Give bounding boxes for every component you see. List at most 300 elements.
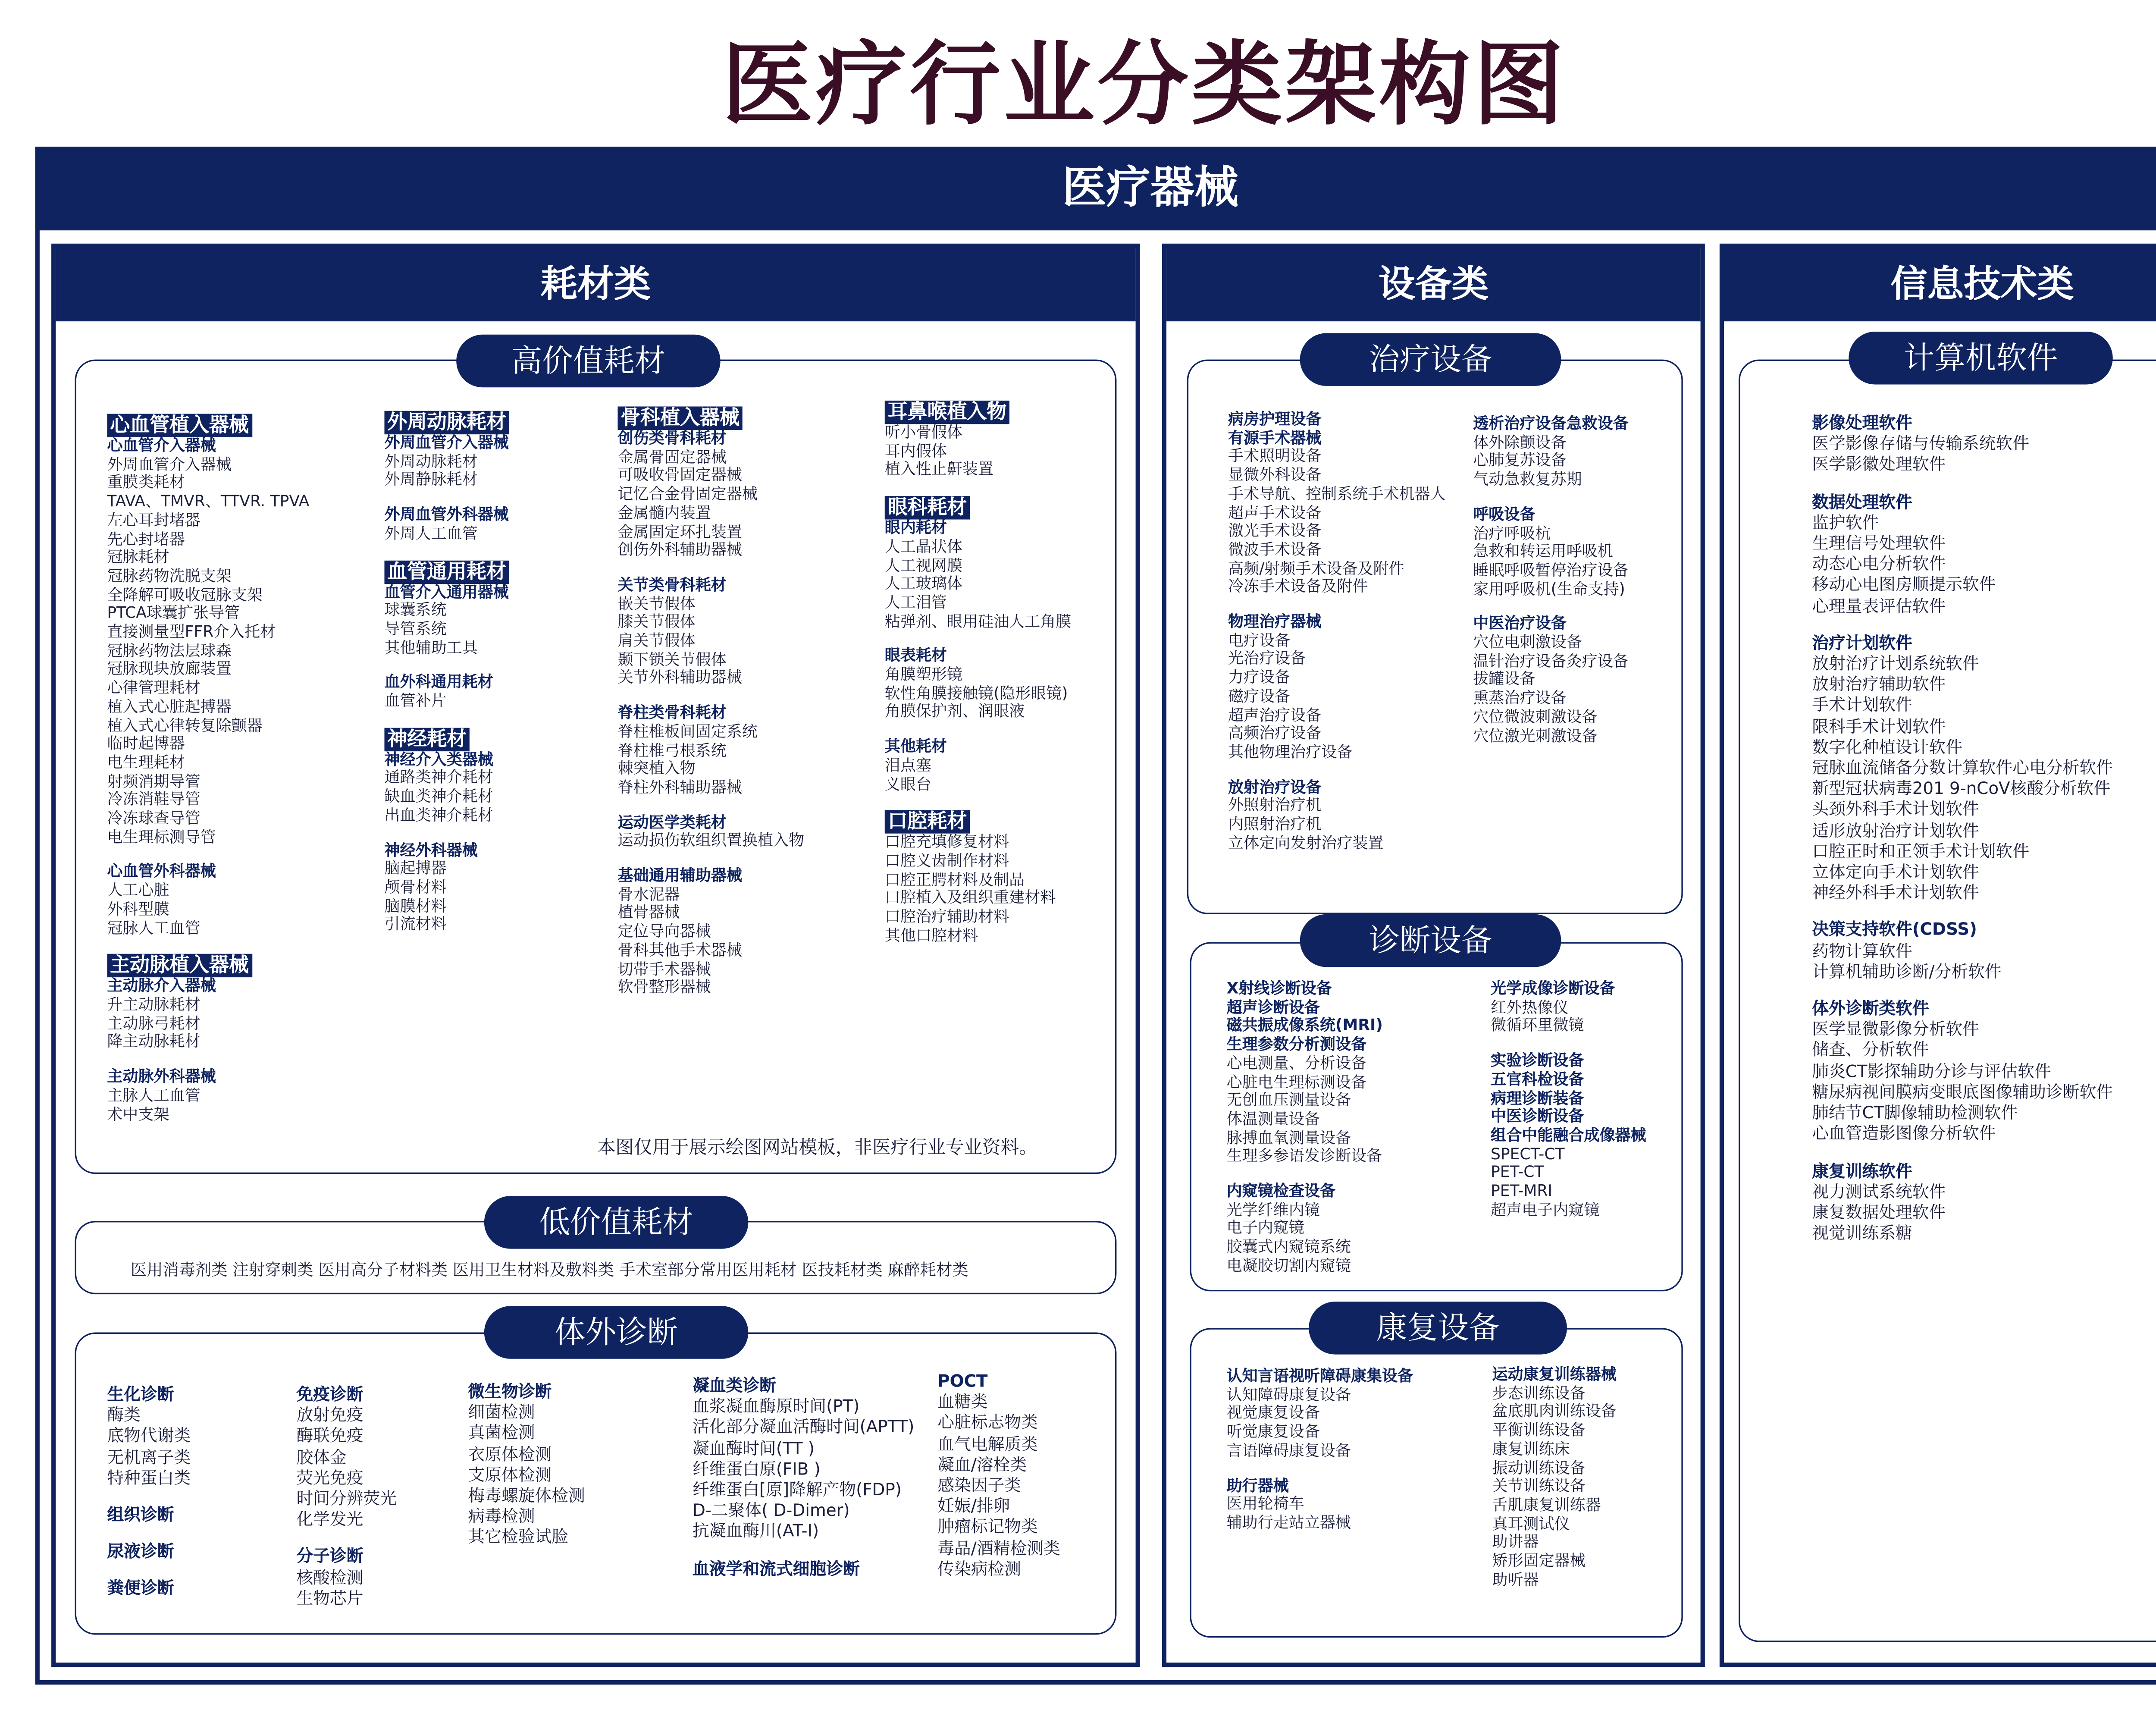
list-row [1473, 471, 1628, 490]
spacer [1473, 599, 1628, 615]
ivd-col-1 [107, 1384, 191, 1599]
list-row [1473, 543, 1628, 562]
list-row [937, 1558, 1060, 1579]
list-row [107, 1405, 191, 1425]
list-row [885, 908, 1072, 927]
list-row [296, 1384, 397, 1405]
list-item: 酶联免疫 [296, 1425, 364, 1446]
list-item: 血管补片 [384, 693, 447, 710]
list-item: 定位导向器械 [617, 923, 711, 941]
list-row [1473, 653, 1628, 671]
list-row [1491, 1071, 1646, 1089]
list-row [1228, 411, 1446, 430]
high-value-col-4 [885, 401, 1072, 946]
list-row [1228, 467, 1446, 485]
list-row [384, 525, 509, 543]
list-row [617, 449, 804, 467]
list-row [617, 760, 804, 779]
list-row [384, 639, 509, 658]
list-row [1227, 1386, 1413, 1405]
list-row [1227, 1055, 1383, 1073]
list-item: 光学纤维内镜 [1226, 1201, 1320, 1219]
list-item: 冠脉耗材 [107, 549, 169, 567]
list-row [617, 505, 804, 523]
list-row [384, 751, 509, 769]
subgroup-heading: 体外诊断类软件 [1812, 998, 1929, 1019]
list-item: 直接测量型FFR介入托材 [107, 624, 276, 642]
subgroup-heading: 决策支持软件(CDSS) [1812, 919, 1977, 940]
list-row [617, 614, 804, 632]
list-row [296, 1488, 397, 1509]
group-heading: 眼科耗材 [885, 496, 970, 519]
spacer [1812, 616, 2113, 632]
list-row [1812, 998, 2113, 1019]
list-row [107, 1504, 191, 1525]
list-row [885, 685, 1072, 703]
list-row [1492, 1385, 1616, 1403]
subgroup-heading: 血管介入通用器械 [384, 583, 509, 601]
list-row [1812, 1081, 2113, 1102]
list-item: 电生理标测导管 [107, 828, 216, 847]
subgroup-heading: 神经介入类器械 [384, 751, 493, 769]
list-row [296, 1588, 397, 1608]
list-row [107, 549, 309, 568]
list-row [107, 414, 309, 437]
list-row [617, 923, 804, 942]
list-item: 辅助行走站立器械 [1226, 1514, 1351, 1532]
list-item: 电疗设备 [1228, 632, 1291, 650]
list-row [1491, 1145, 1646, 1164]
subgroup-heading: 内窥镜检查设备 [1226, 1183, 1335, 1201]
list-item: 人工玻璃体 [884, 575, 962, 593]
list-row [617, 886, 804, 904]
list-row [1473, 562, 1628, 580]
subgroup-heading: 眼表耗材 [884, 647, 947, 665]
list-row [1227, 1202, 1383, 1220]
list-item: PET-CT [1491, 1164, 1544, 1182]
list-item: 金属髓内装置 [617, 504, 711, 522]
spacer [885, 722, 1072, 738]
subgroup-heading: 透析治疗设备急救设备 [1473, 415, 1629, 433]
list-row [384, 506, 509, 525]
list-row [1812, 882, 2113, 903]
spacer [1228, 597, 1446, 613]
list-row [1473, 671, 1628, 690]
list-item: 粘弹剂、眼用硅油人工角膜 [884, 613, 1072, 631]
list-row [1491, 1127, 1646, 1145]
list-item: 冷冻球查导管 [107, 810, 201, 828]
list-row [384, 788, 509, 807]
list-row [107, 791, 309, 810]
list-row [1812, 799, 2113, 820]
list-row [1491, 1164, 1646, 1183]
high-value-col-3 [617, 407, 804, 998]
list-row [1227, 1442, 1413, 1461]
list-item: 治疗呼吸杭 [1473, 524, 1551, 543]
spacer [1491, 1036, 1646, 1052]
list-item: 糖尿病视间膜病变眼底图像辅助诊断软件 [1812, 1081, 2113, 1102]
list-item: 高频/射频手术设备及附件 [1228, 560, 1404, 578]
list-row [1227, 1129, 1383, 1148]
list-row [107, 901, 309, 919]
ivd-col-2 [296, 1384, 397, 1609]
list-row [617, 723, 804, 742]
list-item: 棘突植入物 [617, 760, 696, 778]
list-row [693, 1417, 914, 1437]
list-item: 其它检验试脸 [468, 1527, 569, 1547]
subgroup-heading: 五官科检设备 [1491, 1071, 1584, 1089]
list-item: 穴位微波刺激设备 [1473, 708, 1598, 726]
spacer [384, 711, 509, 727]
list-item: 听小骨假体 [884, 424, 962, 442]
list-row [384, 807, 509, 825]
list-row [384, 453, 509, 471]
list-item: 金属骨固定器械 [617, 449, 727, 467]
list-row [296, 1567, 397, 1588]
list-row [1228, 707, 1446, 725]
diagnosis-col-1 [1227, 980, 1383, 1276]
list-row [885, 871, 1072, 890]
list-row [885, 834, 1072, 853]
list-item: 超声治疗设备 [1228, 706, 1322, 725]
list-row [1227, 1257, 1383, 1276]
subgroup-heading: X射线诊断设备 [1226, 980, 1332, 998]
subgroup-heading: 有源手术器械 [1228, 429, 1322, 447]
list-row [107, 1087, 309, 1106]
list-item: 传染病检测 [937, 1558, 1022, 1579]
ivd-col-4 [693, 1375, 914, 1578]
list-item: PET-MRI [1491, 1183, 1553, 1201]
subgroup-heading: 微生物诊断 [468, 1380, 552, 1402]
list-item: 数字化种植设计软件 [1812, 736, 1963, 757]
list-item: 温针治疗设备灸疗设备 [1473, 653, 1629, 671]
list-row [885, 757, 1072, 775]
spacer [384, 658, 509, 674]
list-item: 脊柱椎弓根系统 [617, 742, 727, 760]
list-row [1812, 595, 2113, 616]
list-item: 冠脉人工血管 [107, 919, 201, 937]
list-row [1227, 1148, 1383, 1167]
list-item: 人工心脏 [107, 882, 169, 900]
list-item: 核酸检测 [296, 1566, 364, 1588]
treatment-col-1 [1228, 411, 1446, 853]
list-item: 底物代谢类 [107, 1425, 191, 1446]
list-row [617, 705, 804, 723]
list-item: 睡眠呼吸暂停治疗设备 [1473, 562, 1629, 580]
list-item: 振动训练设备 [1492, 1459, 1586, 1477]
list-item: 生理信号处理软件 [1812, 533, 1946, 553]
list-item: 心肺复苏设备 [1473, 452, 1567, 471]
list-item: TAVA、TMVR、TTVR. TPVA [107, 493, 310, 511]
list-item: 引流材料 [384, 916, 447, 934]
list-item: 冠脉现块放廊装置 [107, 661, 232, 679]
list-row [107, 996, 309, 1015]
subgroup-heading: 外周血管介入器械 [384, 434, 509, 452]
list-row [107, 661, 309, 680]
subgroup-heading: 心血管介入器械 [107, 437, 216, 455]
list-row [1491, 1052, 1646, 1071]
list-item: 高频治疗设备 [1228, 725, 1322, 743]
list-row [617, 595, 804, 614]
list-row [107, 642, 309, 661]
list-item: 手术计划软件 [1812, 694, 1912, 715]
list-row [937, 1454, 1060, 1475]
list-row [617, 979, 804, 998]
spacer [107, 1562, 191, 1578]
subgroup-heading: 放射治疗设备 [1228, 778, 1322, 797]
list-row [384, 879, 509, 897]
list-row [885, 927, 1072, 946]
list-item: 舌肌康复训练器 [1492, 1497, 1601, 1515]
list-row [617, 523, 804, 542]
list-row [617, 670, 804, 688]
list-item: 导管系统 [384, 621, 447, 638]
list-row [468, 1464, 585, 1485]
list-row [296, 1467, 397, 1488]
list-row [1227, 1036, 1383, 1055]
list-item: 立体定向发射治疗装置 [1228, 835, 1384, 853]
list-item: 金属固定环扎装置 [617, 523, 742, 541]
list-item: 人工晶状体 [884, 538, 962, 556]
subgroup-heading: 治疗计划软件 [1812, 632, 1912, 653]
list-row [107, 605, 309, 624]
list-row [296, 1509, 397, 1530]
list-row [885, 648, 1072, 666]
list-item: 外周血管介入器械 [107, 456, 232, 474]
list-item: 毒品/酒精检测类 [937, 1537, 1060, 1558]
subgroup-heading: 其他耗材 [884, 738, 947, 756]
subgroup-heading: 病房护理设备 [1228, 411, 1322, 429]
list-row [1812, 715, 2113, 736]
list-item: 衣原体检测 [468, 1443, 552, 1464]
spacer [693, 1542, 914, 1558]
spacer [1812, 1144, 2113, 1160]
list-item: 肩关节假体 [617, 632, 696, 650]
low-value-item: 注射穿刺类 [232, 1260, 313, 1280]
list-row [384, 434, 509, 453]
subgroup-heading: 物理治疗器械 [1228, 613, 1322, 631]
list-row [885, 557, 1072, 575]
list-item: 电子内窥镜 [1226, 1220, 1304, 1238]
list-row [885, 424, 1072, 442]
ivd-col-3 [468, 1381, 585, 1548]
list-item: 重膜类耗材 [107, 474, 185, 493]
list-item: 临时起博器 [107, 735, 185, 753]
list-row [468, 1402, 585, 1422]
low-value-item: 医用消毒剂类 [130, 1260, 228, 1280]
subgroup-heading: 关节类骨科耗材 [617, 576, 727, 594]
list-row [885, 496, 1072, 519]
subgroup-heading: 认知言语视听障碍康集设备 [1226, 1368, 1413, 1386]
spacer [885, 794, 1072, 810]
spacer [617, 798, 804, 814]
list-row [384, 560, 509, 583]
list-item: 无创血压测量设备 [1226, 1092, 1351, 1110]
group-heading: 心血管植入器械 [107, 414, 251, 437]
list-row [107, 1015, 309, 1034]
list-row [1228, 744, 1446, 762]
list-row [1812, 653, 2113, 674]
list-item: 胶体金 [296, 1446, 347, 1467]
list-item: 熏蒸治疗设备 [1473, 690, 1567, 708]
list-item: 心电测量、分析设备 [1226, 1054, 1366, 1073]
list-item: 梅毒螺旋体检测 [468, 1485, 585, 1506]
list-row [617, 577, 804, 595]
list-item: 软骨整形器械 [617, 979, 711, 997]
list-row [1491, 999, 1646, 1017]
list-item: 记忆合金骨固定器械 [617, 486, 758, 504]
list-item: 家用呼吸机(生命支持) [1473, 580, 1625, 598]
list-row [885, 810, 1072, 834]
list-row [1227, 1092, 1383, 1111]
list-item: 电生理耗材 [107, 754, 185, 772]
list-item: 手术照明设备 [1228, 448, 1322, 466]
list-row [1228, 541, 1446, 560]
subgroup-heading: 磁共振成像系统(MRI) [1226, 1017, 1383, 1035]
list-row [937, 1412, 1060, 1433]
list-row [384, 769, 509, 788]
subgroup-heading: 病理诊断装备 [1491, 1089, 1584, 1107]
list-item: 头颈外科手术计划软件 [1812, 799, 1979, 820]
list-row [617, 814, 804, 832]
list-row [693, 1500, 914, 1521]
spacer [1227, 1461, 1413, 1477]
high-value-col-2 [384, 411, 509, 935]
list-row [1228, 486, 1446, 504]
list-item: 特种蛋白类 [107, 1467, 191, 1488]
list-item: 外周人工血管 [384, 525, 478, 543]
list-item: 生理多参语发诊断设备 [1226, 1148, 1382, 1166]
spacer [107, 938, 309, 954]
list-row [107, 512, 309, 530]
list-item: 储查、分析软件 [1812, 1039, 1929, 1060]
list-item: 主动脉弓耗材 [107, 1015, 201, 1033]
list-item: 荧光免疫 [296, 1467, 364, 1488]
list-row [1812, 940, 2113, 961]
list-row [1473, 452, 1628, 471]
list-row [885, 853, 1072, 871]
subgroup-heading: 影像处理软件 [1812, 412, 1912, 433]
diagnosis-col-2 [1491, 980, 1646, 1220]
list-row [1492, 1571, 1616, 1590]
list-row [107, 736, 309, 754]
list-item: 心脏标志物类 [937, 1412, 1038, 1433]
list-row [1228, 725, 1446, 744]
list-item: D-二聚体( D-Dimer) [693, 1500, 850, 1521]
list-row [1492, 1534, 1616, 1553]
list-row [1812, 1223, 2113, 1243]
list-row [1227, 1017, 1383, 1036]
list-row [1491, 1089, 1646, 1108]
list-row [468, 1485, 585, 1506]
group-heading: 骨科植入器械 [617, 407, 742, 430]
list-row [1227, 1405, 1413, 1424]
list-row [107, 568, 309, 587]
list-row [107, 810, 309, 828]
list-row [1227, 980, 1383, 999]
list-row [107, 1467, 191, 1488]
list-row [617, 486, 804, 505]
list-row [1492, 1366, 1616, 1385]
list-item: 冷冻手术设备及附件 [1228, 578, 1368, 596]
list-row [693, 1521, 914, 1542]
list-row [107, 437, 309, 456]
subgroup-heading: 生化诊断 [107, 1384, 174, 1405]
list-row [617, 633, 804, 651]
rehab-col-1 [1227, 1368, 1413, 1533]
subgroup-heading: 主动脉外科器械 [107, 1068, 216, 1086]
disclaimer-note: 本图仅用于展示绘图网站模板，非医疗行业专业资料。 [597, 1136, 1037, 1158]
list-row [1492, 1459, 1616, 1478]
list-item: 医学影像存储与传输系统软件 [1812, 433, 2030, 454]
list-row [937, 1371, 1060, 1391]
list-row [1492, 1497, 1616, 1515]
list-row [1491, 1108, 1646, 1127]
list-row [1228, 651, 1446, 669]
spacer [1812, 982, 2113, 998]
list-item: 心律管理耗材 [107, 679, 201, 697]
list-row [1473, 709, 1628, 727]
subgroup-heading: 超声诊断设备 [1226, 999, 1320, 1017]
subgroup-heading: 外周血管外科器械 [384, 506, 509, 524]
list-row [1227, 1368, 1413, 1386]
subgroup-heading: 组合中能融合成像器械 [1491, 1126, 1646, 1145]
list-row [885, 443, 1072, 461]
list-row [1812, 757, 2113, 778]
list-item: 血浆凝血酶原时间(PT) [693, 1396, 860, 1417]
list-item: 内照射治疗机 [1228, 816, 1322, 834]
list-item: 真菌检测 [468, 1422, 535, 1443]
list-row [1227, 1183, 1383, 1202]
list-row [1812, 961, 2113, 982]
list-item: 穴位电刺激设备 [1473, 634, 1582, 652]
list-item: 嵌关节假体 [617, 595, 696, 613]
spacer [885, 480, 1072, 496]
list-item: 支原体检测 [468, 1464, 552, 1485]
list-row [885, 738, 1072, 757]
subgroup-heading: 康复训练软件 [1812, 1160, 1912, 1181]
subgroup-heading: 血液学和流式细胞诊断 [693, 1558, 860, 1578]
spacer [107, 1488, 191, 1504]
list-item: 放射治疗辅助软件 [1812, 674, 1946, 695]
list-item: 主脉人工血管 [107, 1087, 201, 1105]
list-row [693, 1558, 914, 1578]
list-item: 脊柱外科辅助器械 [617, 779, 742, 797]
list-item: 血气电解质类 [937, 1433, 1038, 1454]
list-item: 盆底肌肉训练设备 [1492, 1403, 1617, 1421]
rehab-col-2 [1492, 1366, 1616, 1590]
list-row [1812, 1019, 2113, 1039]
list-item: 步态训练设备 [1492, 1385, 1586, 1402]
list-row [1227, 1424, 1413, 1442]
list-row [107, 474, 309, 493]
list-row [384, 584, 509, 602]
list-row [384, 602, 509, 621]
list-item: 超声电子内窥镜 [1491, 1201, 1600, 1219]
list-item: 妊娠/排卵 [937, 1495, 1010, 1516]
list-row [1812, 1102, 2113, 1123]
list-row [1812, 1202, 2113, 1222]
list-item: 颅骨材料 [384, 878, 447, 897]
list-item: 其他辅助工具 [384, 639, 478, 657]
list-row [1812, 1040, 2113, 1060]
list-row [107, 1446, 191, 1467]
list-item: 纤维蛋白原(FIB ) [693, 1458, 821, 1479]
subgroup-heading: 尿液诊断 [107, 1541, 174, 1562]
list-item: 人工泪管 [884, 594, 947, 612]
list-item: 肺炎CT影探辅助分诊与评估软件 [1812, 1060, 2051, 1081]
list-row [1228, 632, 1446, 651]
